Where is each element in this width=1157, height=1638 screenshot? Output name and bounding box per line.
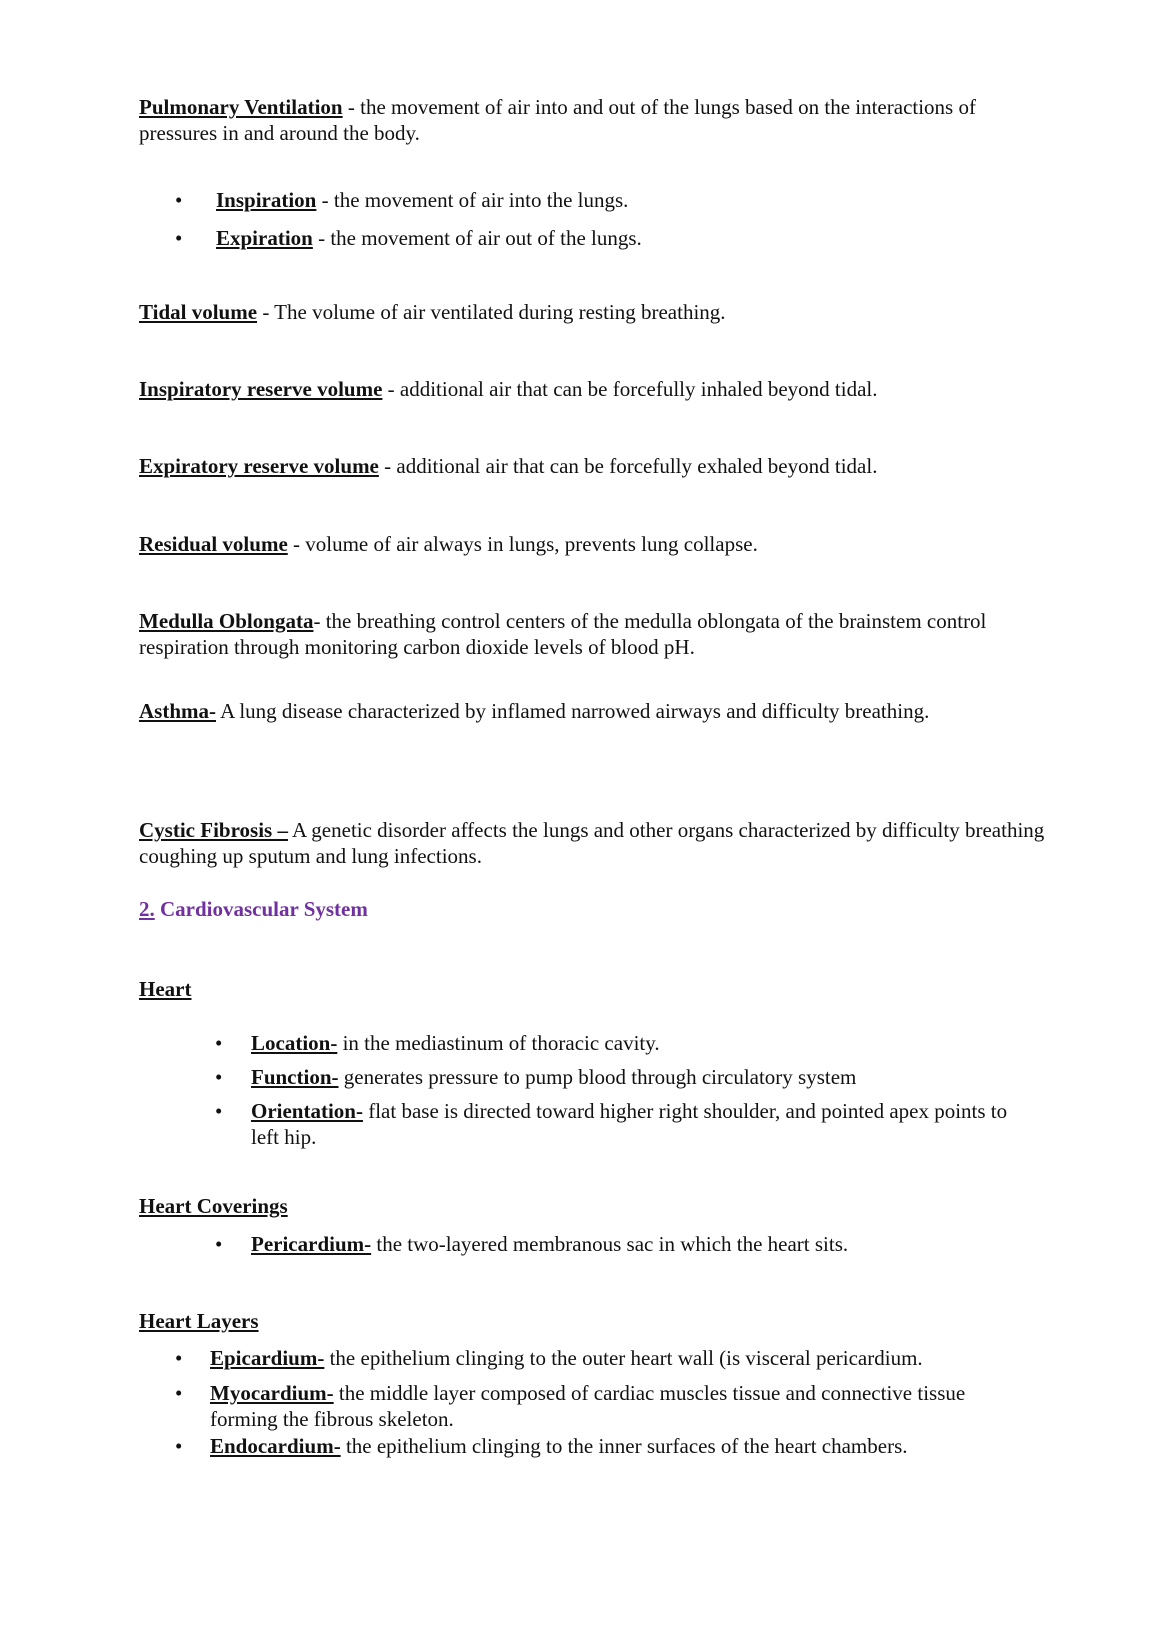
pulmonary-ventilation-term: Pulmonary Ventilation	[139, 95, 343, 119]
endocardium-term: Endocardium-	[210, 1434, 341, 1458]
location-text: in the mediastinum of thoracic cavity.	[337, 1031, 660, 1055]
heart-coverings-subheading: Heart Coverings	[139, 1194, 288, 1218]
heart-layers-subheading: Heart Layers	[139, 1309, 259, 1333]
irv-text: - additional air that can be forcefully inhaled beyond tidal.	[382, 377, 878, 401]
bullet-icon: •	[175, 188, 183, 212]
location-item	[251, 1030, 660, 1056]
cystic-fibrosis-text: A genetic disorder affects the lungs and other organs characterized by difficulty breathing coughing up sputum and lung infections.	[139, 818, 1045, 868]
endocardium-item	[210, 1433, 908, 1459]
heart-subheading: Heart	[139, 977, 192, 1001]
myocardium-text: the middle layer composed of cardiac muscles tissue and connective tissue forming the fibrous skeleton.	[210, 1381, 966, 1431]
pericardium-item	[251, 1231, 848, 1257]
inspiration-term: Inspiration	[216, 188, 317, 212]
pulmonary-ventilation-text: - the movement of air into and out of the lungs based on the interactions of pressures in and around the body.	[139, 95, 976, 145]
location-term: Location-	[251, 1031, 338, 1055]
epicardium-text: the epithelium clinging to the outer heart wall (is visceral pericardium.	[324, 1346, 923, 1370]
medulla-oblongata-term: Medulla Oblongata	[139, 609, 314, 633]
pericardium-term: Pericardium-	[251, 1232, 372, 1256]
tidal-volume-text: - The volume of air ventilated during resting breathing.	[257, 300, 726, 324]
asthma-definition	[139, 698, 1059, 724]
medulla-oblongata-text: - the breathing control centers of the medulla oblongata of the brainstem control respiration through monitoring carbon dioxide levels of blood pH.	[139, 609, 987, 659]
bullet-icon: •	[215, 1065, 223, 1089]
tidal-volume-term: Tidal volume	[139, 300, 258, 324]
epicardium-term: Epicardium-	[210, 1346, 325, 1370]
residual-volume-term: Residual volume	[139, 532, 288, 556]
residual-volume-definition	[139, 531, 1059, 557]
asthma-text: A lung disease characterized by inflamed narrowed airways and difficulty breathing.	[216, 699, 930, 723]
bullet-icon: •	[175, 1381, 183, 1405]
bullet-icon: •	[175, 1434, 183, 1458]
epicardium-item	[210, 1345, 923, 1371]
myocardium-term: Myocardium-	[210, 1381, 334, 1405]
asthma-term: Asthma-	[139, 699, 216, 723]
bullet-icon: •	[215, 1099, 223, 1123]
irv-term: Inspiratory reserve volume	[139, 377, 383, 401]
tidal-volume-definition	[139, 299, 1059, 325]
pulmonary-ventilation-definition	[139, 94, 1059, 146]
orientation-item	[251, 1098, 1031, 1150]
function-text: generates pressure to pump blood through circulatory system	[338, 1065, 857, 1089]
orientation-term: Orientation-	[251, 1099, 363, 1123]
endocardium-text: the epithelium clinging to the inner surfaces of the heart chambers.	[340, 1434, 908, 1458]
bullet-icon: •	[175, 1346, 183, 1370]
residual-volume-text: - volume of air always in lungs, prevents lung collapse.	[287, 532, 758, 556]
function-term: Function-	[251, 1065, 339, 1089]
pericardium-text: the two-layered membranous sac in which the heart sits.	[371, 1232, 849, 1256]
erv-definition	[139, 453, 1059, 479]
myocardium-item	[210, 1380, 1030, 1432]
medulla-oblongata-definition	[139, 608, 1059, 660]
bullet-icon: •	[215, 1232, 223, 1256]
cystic-fibrosis-definition	[139, 817, 1059, 869]
inspiration-item	[216, 187, 628, 213]
section-number: 2.	[139, 897, 155, 921]
bullet-icon: •	[175, 226, 183, 250]
erv-term: Expiratory reserve volume	[139, 454, 379, 478]
expiration-item	[216, 225, 642, 251]
expiration-text: - the movement of air out of the lungs.	[312, 226, 642, 250]
function-item	[251, 1064, 856, 1090]
cystic-fibrosis-term: Cystic Fibrosis –	[139, 818, 288, 842]
irv-definition	[139, 376, 1059, 402]
expiration-term: Expiration	[216, 226, 313, 250]
inspiration-text: - the movement of air into the lungs.	[316, 188, 629, 212]
section-title: Cardiovascular System	[154, 897, 368, 921]
section-heading-cardiovascular	[139, 896, 368, 922]
bullet-icon: •	[215, 1031, 223, 1055]
erv-text: - additional air that can be forcefully exhaled beyond tidal.	[378, 454, 878, 478]
orientation-text: flat base is directed toward higher right shoulder, and pointed apex points to left hip.	[251, 1099, 1008, 1149]
